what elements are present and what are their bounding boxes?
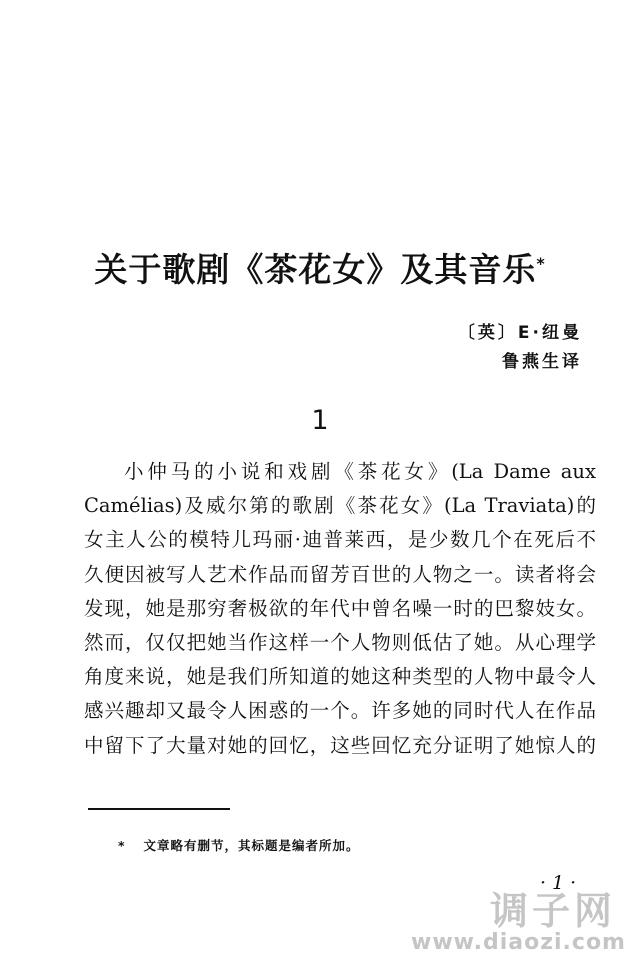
body-line: 发现，她是那穷奢极欲的年代中曾名噪一时的巴黎妓女。 — [84, 596, 596, 620]
body-line: Camélias)及威尔第的歌剧《茶花女》(La Traviata)的 — [84, 494, 596, 518]
section-number: 1 — [311, 405, 329, 436]
translator-line: 鲁燕生译 — [502, 352, 582, 372]
footnote — [118, 836, 360, 854]
body-line: 久便因被写人艺术作品而留芳百世的人物之一。读者将会 — [84, 562, 596, 586]
watermark-url: www.diaozi.com — [411, 930, 626, 955]
body-line: 感兴趣却又最令人困惑的一个。许多她的同时代人在作品 — [84, 699, 596, 723]
body-line: 女主人公的模特儿玛丽·迪普莱西，是少数几个在死后不 — [84, 528, 596, 552]
footnote-mark: * — [118, 838, 126, 853]
watermark-name: 调子网 — [489, 889, 616, 933]
body-line: 小仲马的小说和戏剧《茶花女》(La Dame aux — [124, 460, 596, 483]
article-title — [0, 244, 640, 291]
body-line: 角度来说，她是我们所知道的她这种类型的人物中最令人 — [84, 665, 596, 689]
body-line: 然而，仅仅把她当作这样一个人物则低估了她。从心理学 — [84, 631, 596, 655]
page-number: ·1· — [540, 872, 583, 894]
footnote-divider — [88, 808, 230, 810]
body-paragraph — [84, 455, 596, 763]
author-line: 〔英〕E·纽曼 — [457, 323, 582, 343]
site-watermark — [411, 880, 640, 962]
title-text: 关于歌剧《茶花女》及其音乐 — [94, 250, 537, 289]
footnote-text: 文章略有删节，其标题是编者所加。 — [143, 838, 360, 853]
body-line: 中留下了大量对她的回忆，这些回忆充分证明了她惊人的 — [84, 733, 596, 757]
title-footnote-mark: * — [536, 254, 546, 273]
